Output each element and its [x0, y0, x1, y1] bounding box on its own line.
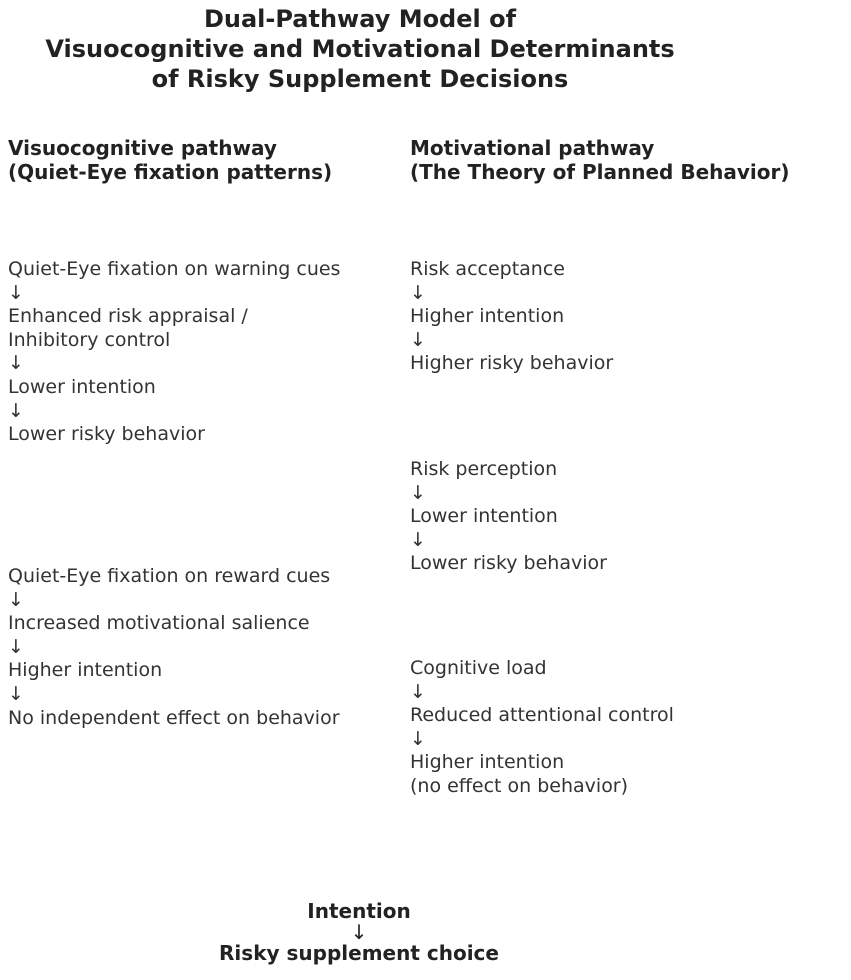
- chain-step: Enhanced risk appraisal /: [8, 305, 248, 328]
- outcome-intention: Intention: [307, 899, 411, 923]
- chain-step: Higher intention: [410, 305, 565, 328]
- down-arrow-icon: ↓: [8, 588, 24, 611]
- down-arrow-icon: ↓: [410, 680, 426, 703]
- down-arrow-icon: ↓: [410, 481, 426, 504]
- down-arrow-icon: ↓: [8, 281, 24, 304]
- down-arrow-icon: ↓: [8, 399, 24, 422]
- right-pathway-heading: [410, 136, 790, 184]
- right-chain-risk-acceptance: [410, 258, 613, 376]
- title-line-3: of Risky Supplement Decisions: [151, 65, 569, 93]
- chain-step: Higher intention: [8, 659, 163, 682]
- right-chain-cognitive-load: [410, 657, 674, 799]
- chain-step: Lower risky behavior: [410, 552, 607, 575]
- chain-step: Risk perception: [410, 458, 558, 480]
- down-arrow-icon: ↓: [410, 281, 426, 304]
- down-arrow-icon: ↓: [8, 352, 24, 375]
- right-heading-line-1: Motivational pathway: [410, 136, 655, 160]
- left-heading-line-2: (Quiet-Eye fixation patterns): [8, 160, 333, 184]
- chain-step: Quiet-Eye fixation on warning cues: [8, 258, 341, 280]
- outcome-risky-supplement-choice: Risky supplement choice: [219, 941, 499, 965]
- chain-step: Cognitive load: [410, 657, 547, 679]
- right-heading-line-2: (The Theory of Planned Behavior): [410, 160, 790, 184]
- down-arrow-icon: ↓: [410, 727, 426, 750]
- diagram-title: [0, 4, 720, 94]
- right-chain-risk-perception: [410, 458, 607, 576]
- chain-step: Lower intention: [8, 375, 156, 398]
- down-arrow-icon: ↓: [410, 528, 426, 551]
- down-arrow-icon: ↓: [8, 682, 24, 705]
- chain-step: Higher intention: [410, 751, 565, 774]
- left-heading-line-1: Visuocognitive pathway: [8, 136, 277, 160]
- down-arrow-icon: ↓: [410, 328, 426, 351]
- chain-step: Higher risky behavior: [410, 352, 614, 375]
- chain-step: No independent effect on behavior: [8, 706, 340, 729]
- left-chain-reward-cues: [8, 565, 340, 730]
- chain-step: Reduced attentional control: [410, 704, 674, 727]
- left-chain-warning-cues: [8, 258, 340, 447]
- chain-step: Lower intention: [410, 505, 558, 528]
- chain-step: Lower risky behavior: [8, 423, 205, 446]
- title-line-2: Visuocognitive and Motivational Determinants: [45, 35, 675, 63]
- chain-step: Quiet-Eye fixation on reward cues: [8, 565, 331, 587]
- down-arrow-icon: ↓: [350, 920, 368, 944]
- outcome-block: [0, 898, 718, 966]
- title-line-1: Dual-Pathway Model of: [203, 5, 517, 33]
- chain-step: Increased motivational salience: [8, 612, 310, 635]
- chain-step: (no effect on behavior): [410, 774, 629, 797]
- chain-step: Inhibitory control: [8, 328, 171, 351]
- chain-step: Risk acceptance: [410, 258, 565, 280]
- left-pathway-heading: [8, 136, 332, 184]
- down-arrow-icon: ↓: [8, 635, 24, 658]
